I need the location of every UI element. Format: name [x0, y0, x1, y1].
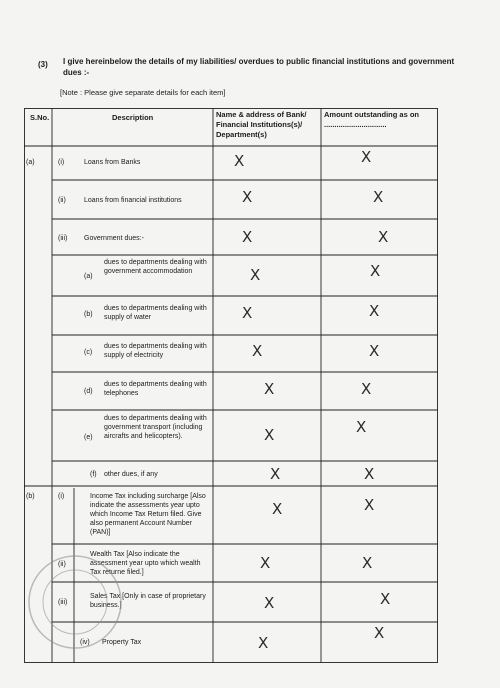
row-description: dues to departments dealing with government transport (including aircrafts and helicopters).	[104, 415, 207, 440]
row-bank-mark: X	[260, 554, 271, 572]
row-description: Sales Tax [Only in case of proprietary business.]	[90, 593, 206, 609]
row-sub: (iv)	[80, 639, 90, 646]
section-heading: I give hereinbelow the details of my liabilities/ overdues to public financial institutions and government dues :-	[63, 57, 455, 77]
row-bank-mark: X	[242, 304, 253, 322]
row-bank-mark: X	[272, 500, 283, 518]
row-sub: (ii)	[58, 561, 66, 568]
section-number: (3)	[38, 60, 48, 69]
row-bank-mark: X	[264, 380, 275, 398]
row-bank-mark: X	[264, 426, 275, 444]
row-amount-mark: X	[361, 148, 372, 166]
row-description: Income Tax including surcharge [Also indicate the assessments year upto which Income Tax Return filed. Give also permanent Account Number (PAN)]	[90, 493, 206, 536]
row-sno: (a)	[26, 159, 35, 166]
row-description: dues to departments dealing with telephones	[104, 381, 207, 397]
row-bank-mark: X	[252, 342, 263, 360]
row-sub: (b)	[84, 311, 93, 318]
row-sub: (a)	[84, 273, 93, 280]
row-amount-mark: X	[373, 188, 384, 206]
row-amount-mark: X	[369, 302, 380, 320]
row-amount-mark: X	[369, 342, 380, 360]
row-bank-mark: X	[264, 594, 275, 612]
row-description: Property Tax	[102, 639, 142, 646]
row-description: dues to departments dealing with supply of electricity	[104, 343, 207, 359]
section-note: [Note : Please give separate details for each item]	[60, 88, 226, 97]
row-amount-mark: X	[361, 380, 372, 398]
row-sub: (i)	[58, 159, 65, 166]
row-amount-mark: X	[370, 262, 381, 280]
row-amount-mark: X	[378, 228, 389, 246]
row-bank-mark: X	[242, 228, 253, 246]
row-description: other dues, if any	[104, 471, 158, 478]
row-sub: (ii)	[58, 197, 66, 204]
row-amount-mark: X	[356, 418, 367, 436]
row-sub: (c)	[84, 349, 93, 356]
row-amount-mark: X	[362, 554, 373, 572]
row-description: Wealth Tax [Also indicate the assessment year upto which wealth Tax returne filed.]	[90, 551, 201, 576]
row-amount-mark: X	[364, 465, 375, 483]
row-sub: (d)	[84, 388, 93, 395]
header-description: Description	[112, 113, 154, 122]
header-bank: Name & address of Bank/ Financial Institutions(s)/ Department(s)	[216, 110, 307, 139]
row-amount-mark: X	[374, 624, 385, 642]
row-description: dues to departments dealing with government accommodation	[104, 259, 207, 275]
header-sno: S.No.	[30, 113, 50, 122]
row-amount-mark: X	[380, 590, 391, 608]
header-amount: Amount outstanding as on ..............................	[324, 110, 419, 129]
row-description: Government dues:-	[84, 235, 144, 242]
row-sub: (iii)	[58, 599, 68, 606]
row-sub: (i)	[58, 493, 65, 500]
row-bank-mark: X	[250, 266, 261, 284]
row-bank-mark: X	[242, 188, 253, 206]
row-bank-mark: X	[234, 152, 245, 170]
row-description: Loans from financial institutions	[84, 197, 182, 204]
row-sub: (e)	[84, 434, 93, 441]
row-sub: (iii)	[58, 235, 68, 242]
row-bank-mark: X	[270, 465, 281, 483]
row-sub: (f)	[90, 471, 97, 478]
row-amount-mark: X	[364, 496, 375, 514]
row-description: Loans from Banks	[84, 159, 141, 166]
notary-stamp	[25, 550, 135, 660]
row-sno: (b)	[26, 493, 35, 500]
row-bank-mark: X	[258, 634, 269, 652]
row-description: dues to departments dealing with supply of water	[104, 305, 207, 321]
